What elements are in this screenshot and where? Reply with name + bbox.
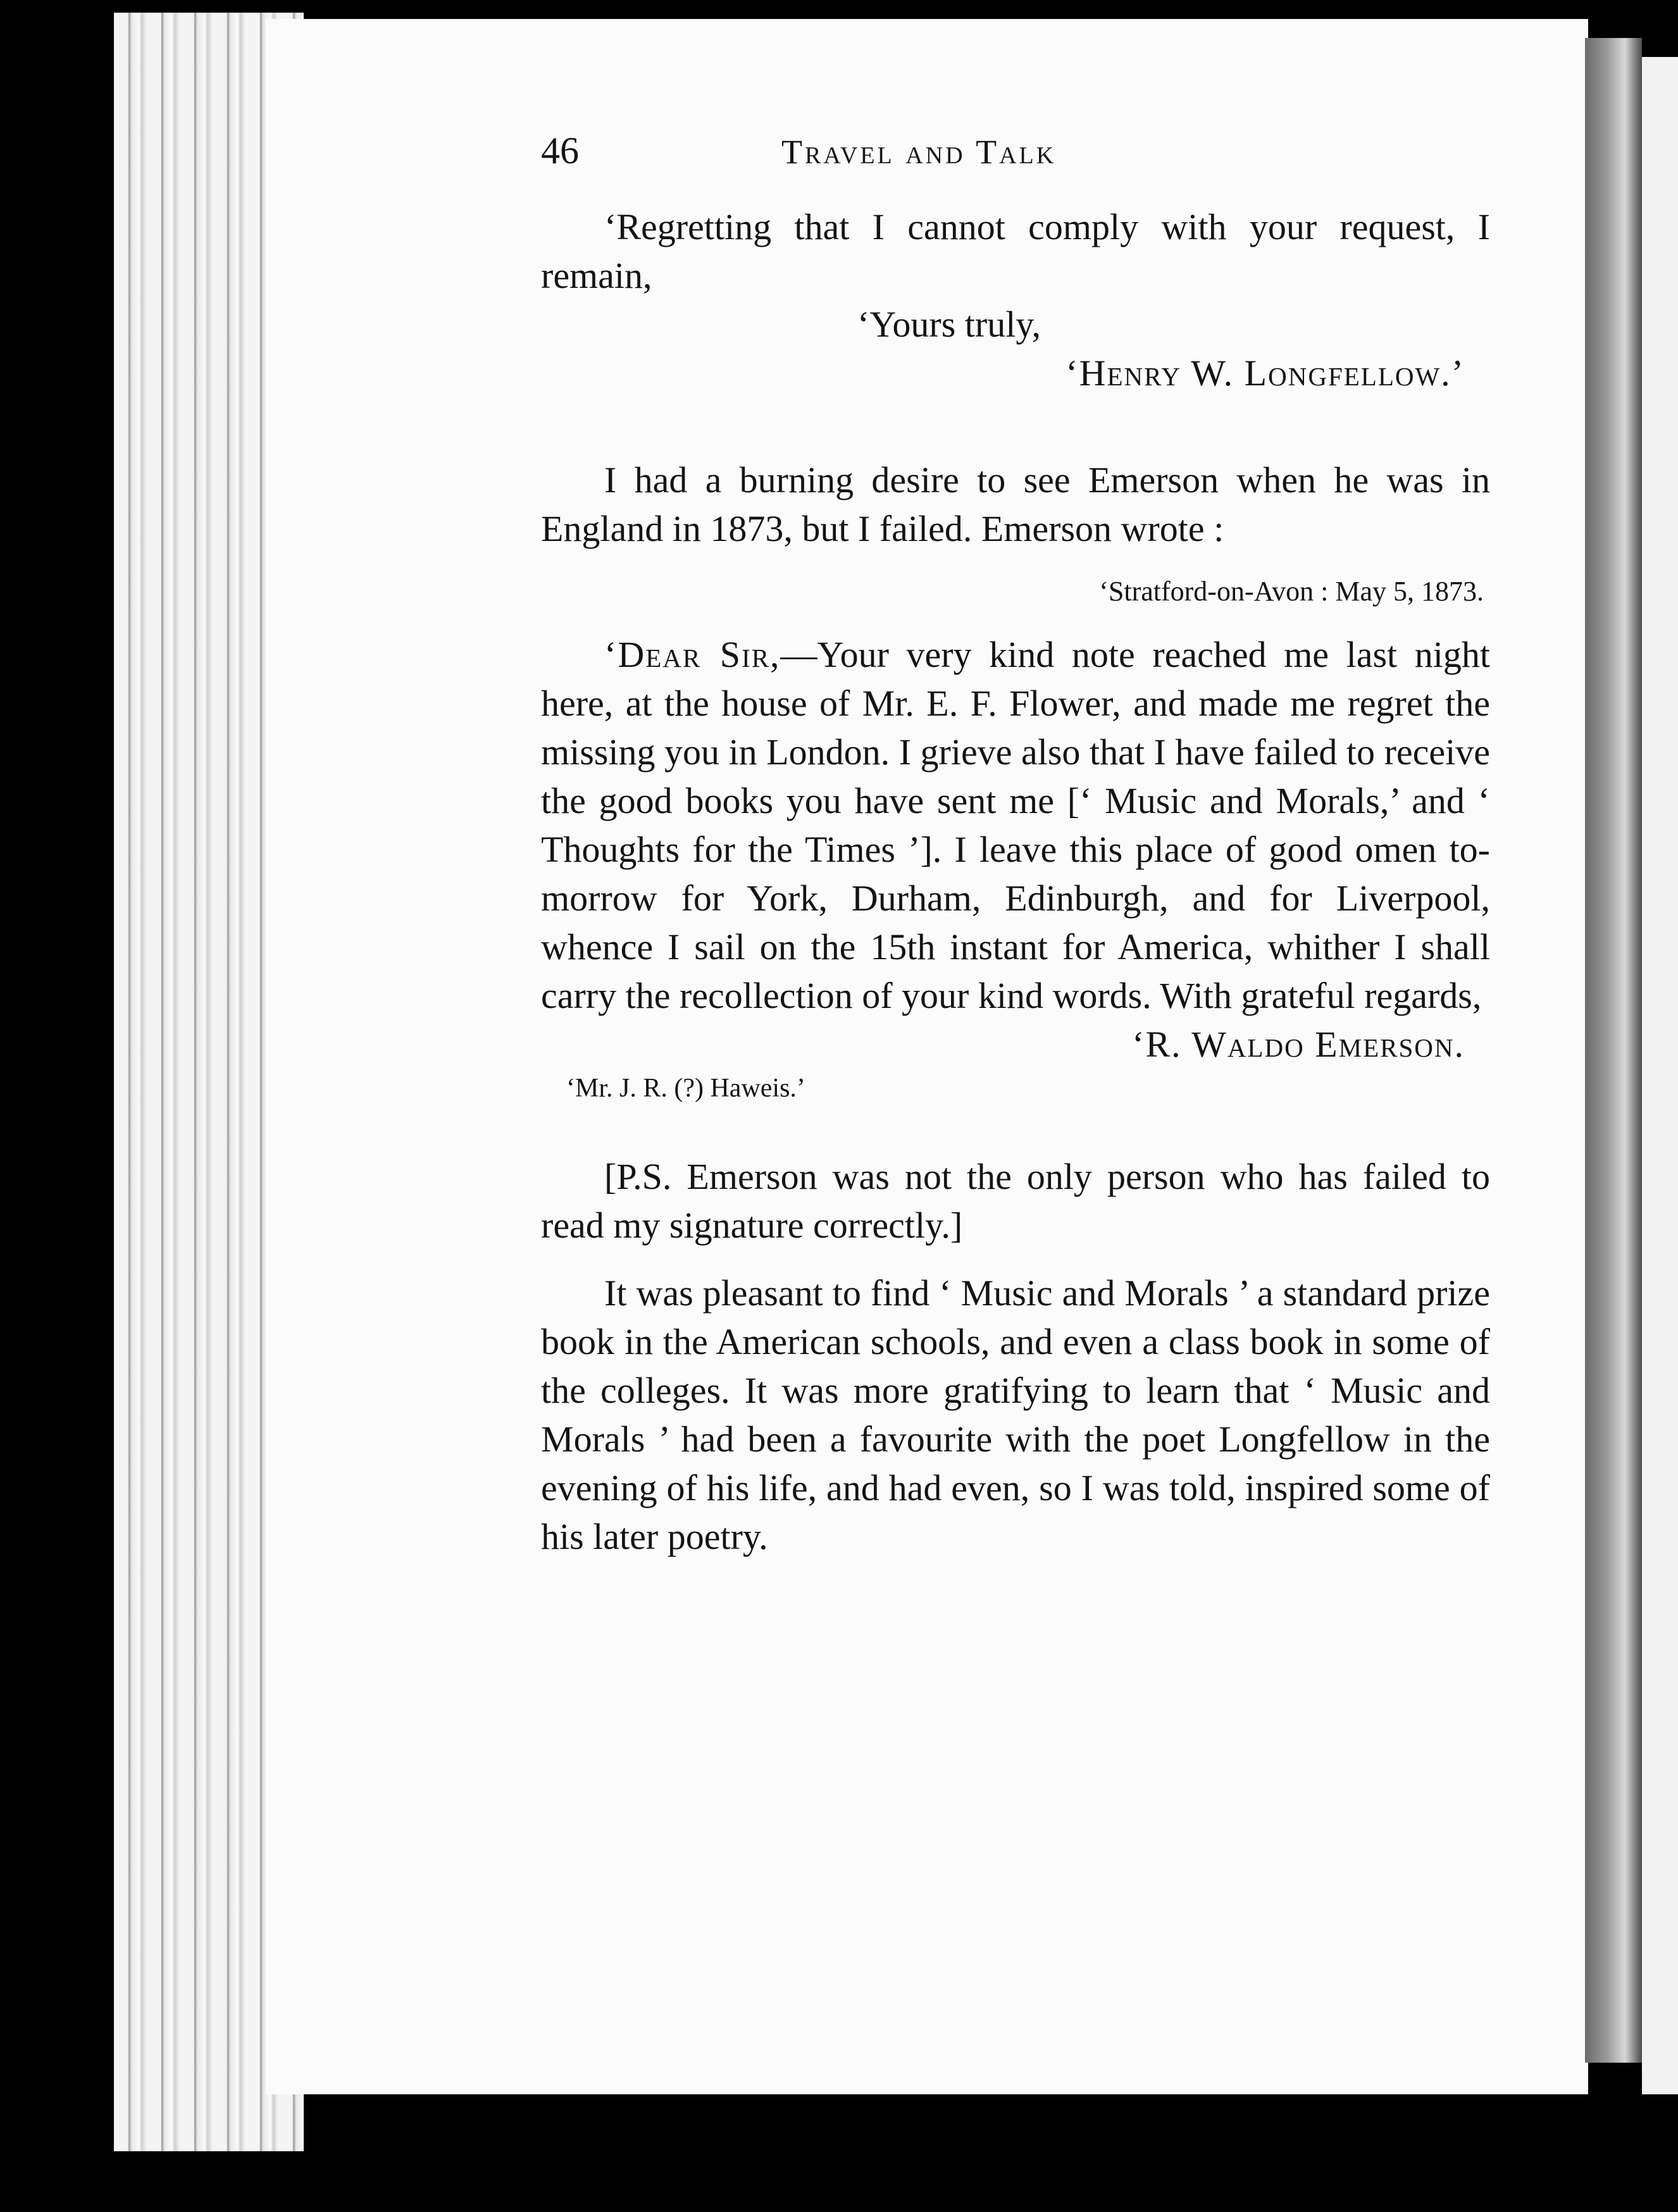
letter-dateline: ‘Stratford-on-Avon : May 5, 1873. — [1099, 576, 1484, 607]
page-text — [541, 127, 1490, 1561]
letter-salutation: ‘Dear Sir, — [604, 634, 781, 675]
closing-paragraph: It was pleasant to find ‘ Music and Morals ’ a standard prize book in the American schools, and even a class book in some of the colleges. It was more gratifying to learn that ‘ Music and Morals ’ had been a favourite with the poet Longfellow in the evening of his life, and had even, so I was told, inspired some of his later poetry. — [541, 1272, 1490, 1557]
spacer — [541, 397, 1490, 456]
page-number: 46 — [541, 130, 579, 171]
spacer — [541, 1108, 1490, 1152]
emerson-intro-paragraph: I had a burning desire to see Emerson when he was in England in 1873, but I failed. Emerson wrote : — [541, 459, 1490, 549]
spacer — [541, 553, 1490, 572]
letter-valediction: ‘Yours truly, — [857, 304, 1041, 345]
running-head — [541, 127, 1490, 202]
letter-addressee: ‘Mr. J. R. (?) Haweis.’ — [566, 1074, 805, 1103]
facing-page-edge — [1642, 57, 1678, 2094]
emerson-signature: ‘R. Waldo Emerson. — [1132, 1024, 1465, 1065]
letter-closing-line: ‘Regretting that I cannot comply with your request, I remain, — [541, 206, 1490, 296]
postscript-paragraph: [P.S. Emerson was not the only person who has failed to read my signature correctly.] — [541, 1156, 1490, 1246]
spacer — [541, 1250, 1490, 1269]
book-gutter — [1585, 38, 1642, 2063]
running-title: Travel and Talk — [781, 133, 1057, 171]
spacer — [541, 611, 1490, 630]
emerson-letter-body — [541, 630, 1490, 1020]
longfellow-signature: ‘Henry W. Longfellow.’ — [1066, 352, 1465, 394]
letter-body-text: —Your very kind note reached me last night here, at the house of Mr. E. F. Flower, and made me regret the missing you in London. I grieve also that I have failed to receive the good books you have sent me [‘ Music and Morals,’ and ‘ Thoughts for the Times ’]. I leave this place of good omen to-morrow for York, Durham, Edinburgh, and for Liverpool, whence I sail on the 15th instant for America, whither I shall carry the recollection of your kind words. With grateful regards, — [541, 634, 1490, 1016]
